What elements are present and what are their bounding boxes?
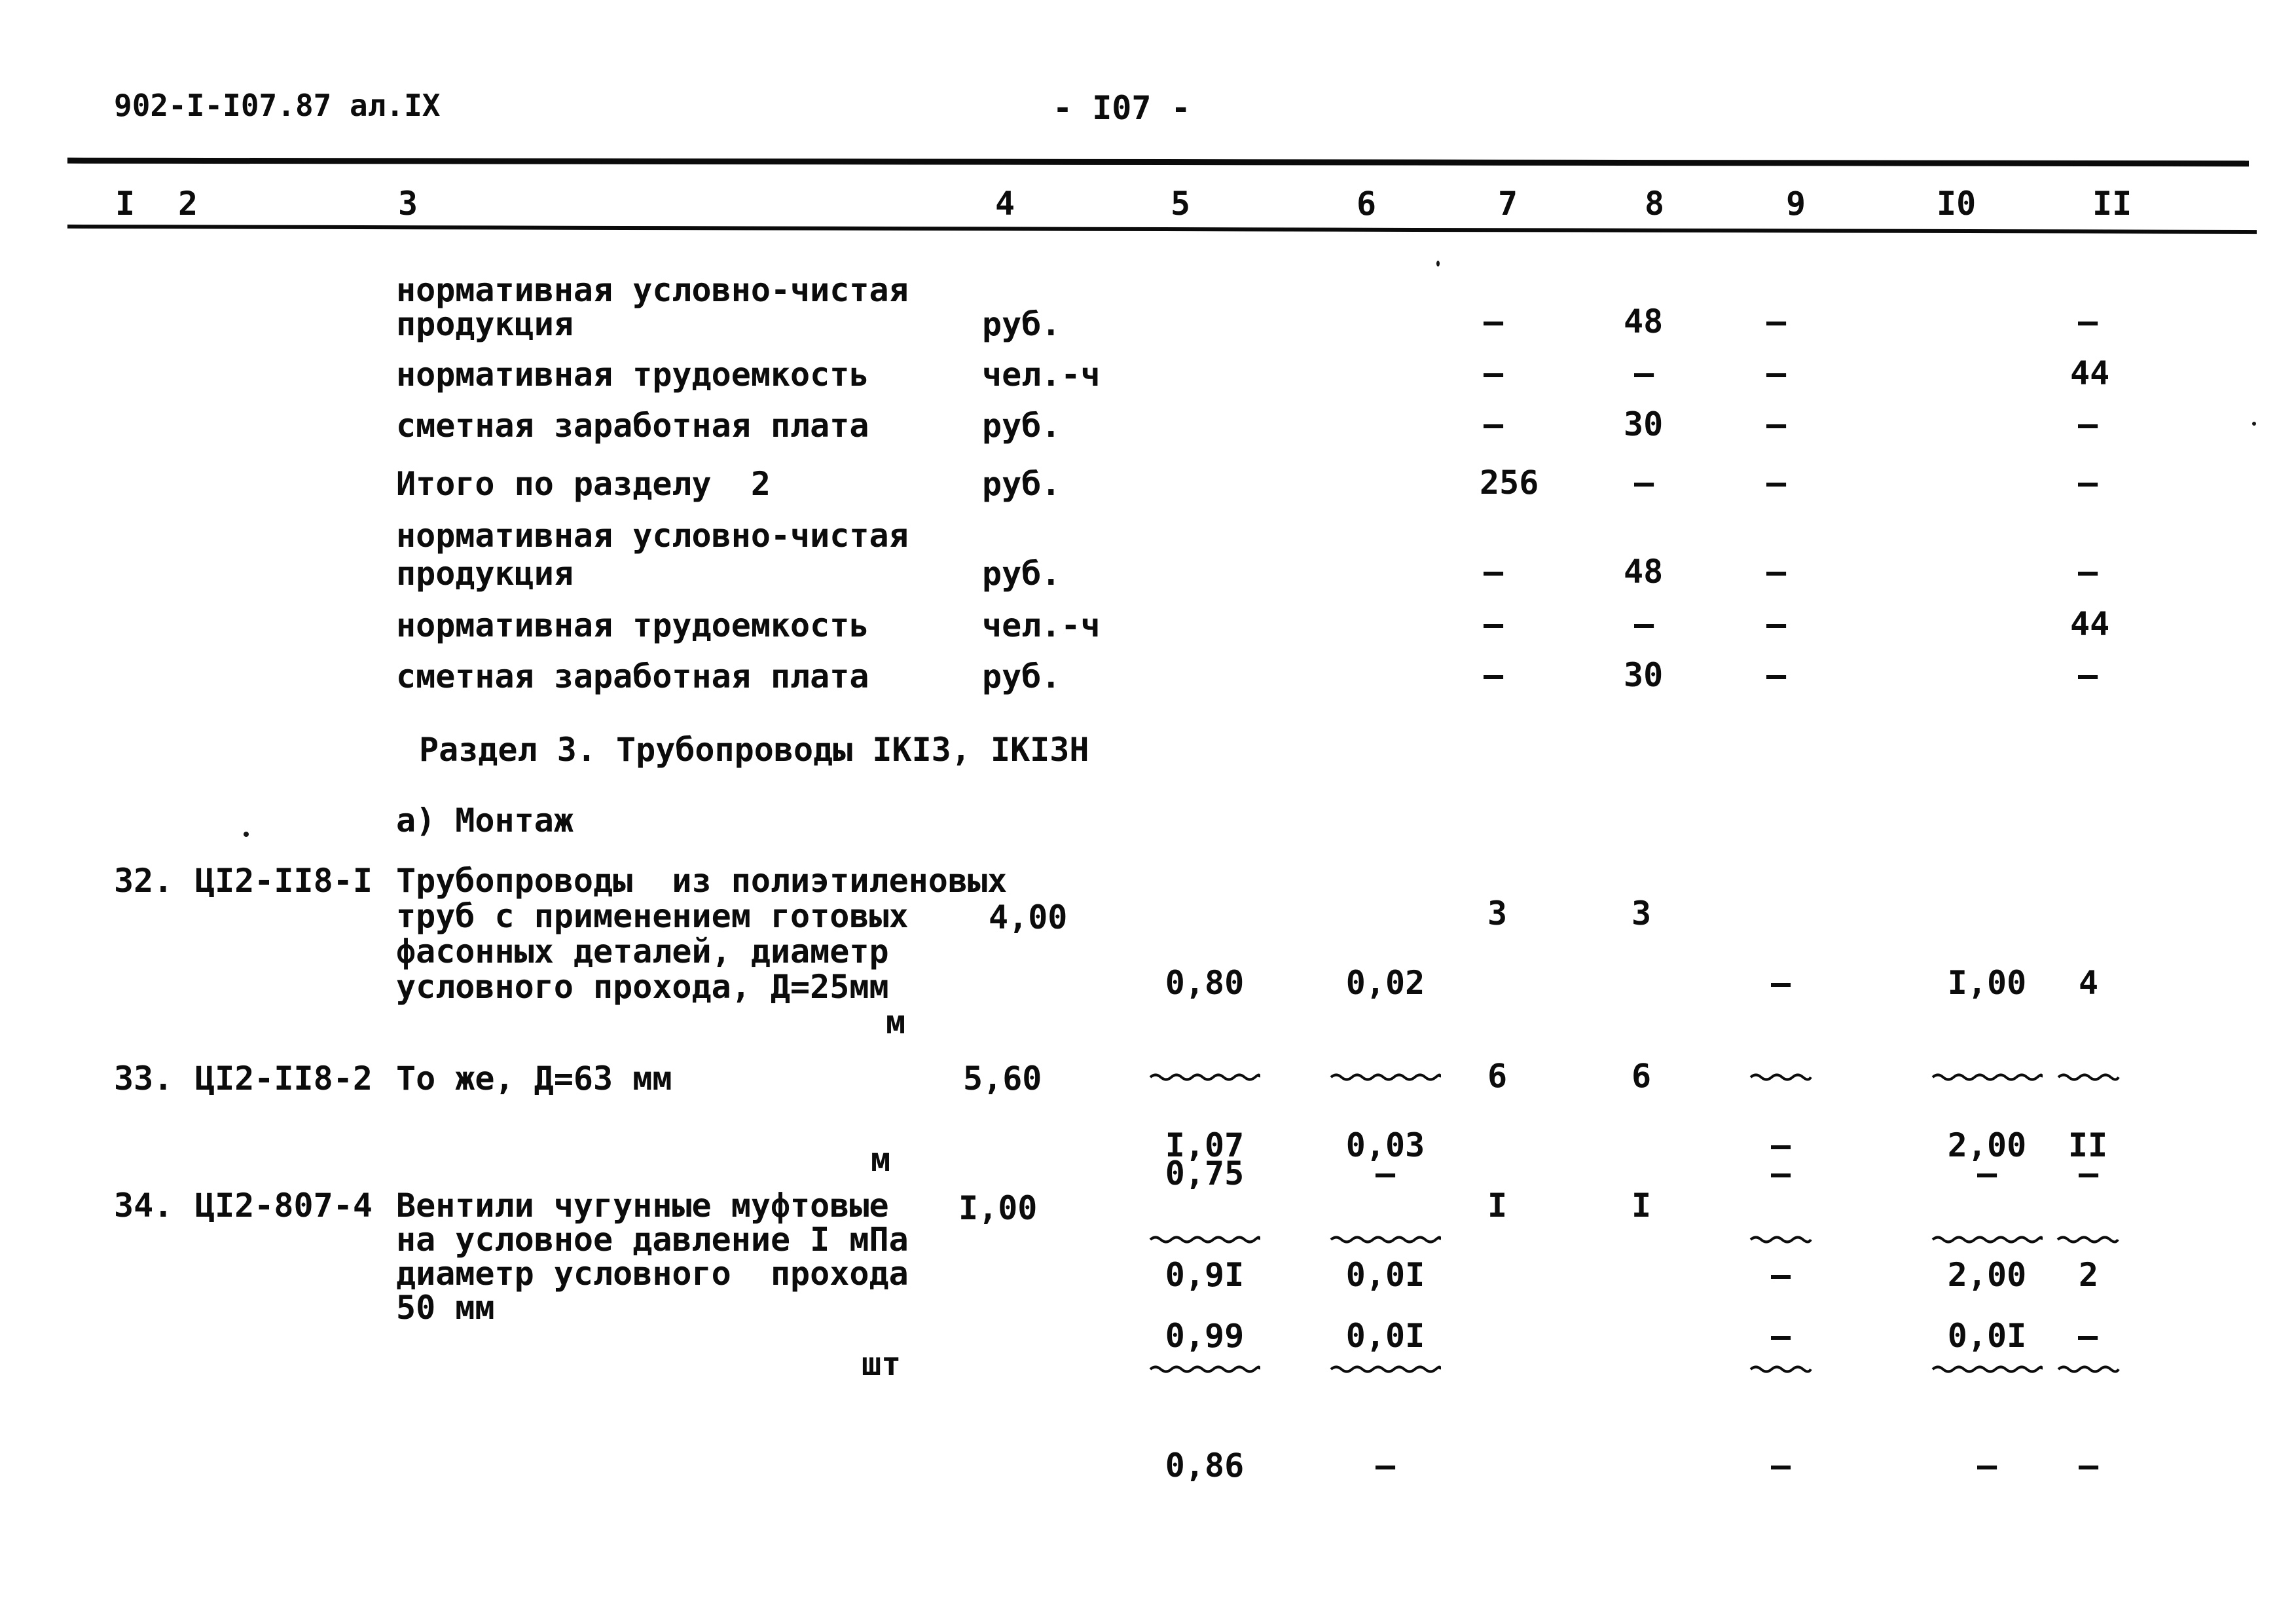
- wavy-underline: [1931, 1364, 2043, 1375]
- row-label: продукция: [396, 555, 574, 593]
- fraction-top: I,07: [1165, 1126, 1245, 1164]
- value-col8: –: [1634, 464, 1654, 502]
- col-header-10: I0: [1937, 185, 1977, 223]
- wavy-underline: [1749, 1364, 1812, 1375]
- fraction-bottom: 0,75: [1165, 1154, 1245, 1192]
- value-col11: –: [2078, 553, 2098, 591]
- item-qty-col4: 5,60: [963, 1060, 1042, 1098]
- item-desc-line: 50 мм: [396, 1289, 495, 1327]
- fraction-bottom: –: [1375, 1154, 1396, 1192]
- fraction-top: II: [2068, 1126, 2108, 1164]
- wavy-underline: [1149, 1364, 1260, 1375]
- value-col8: –: [1634, 354, 1654, 392]
- value-col11: –: [2078, 405, 2098, 443]
- section-heading: Раздел 3. Трубопроводы IКI3, IКI3Н: [419, 731, 1089, 769]
- col-header-1: I: [115, 185, 136, 223]
- wavy-underline: [2057, 1364, 2120, 1375]
- value-col8: –: [1634, 605, 1654, 643]
- fraction-bottom: –: [1770, 1154, 1791, 1192]
- value-col11: –: [2078, 464, 2098, 502]
- value-col7: I: [1487, 1187, 1508, 1225]
- page-number: - I07 -: [1053, 89, 1191, 127]
- col-header-4: 4: [995, 185, 1015, 223]
- unit-cell: руб.: [982, 305, 1061, 343]
- unit-cell: руб.: [982, 657, 1061, 695]
- fraction-cell-col11: [2056, 1187, 2121, 1554]
- fraction-top: 2,00: [1947, 1126, 2027, 1164]
- table-top-rule: [67, 158, 2249, 167]
- fraction-top: 0,02: [1345, 964, 1425, 1002]
- unit-cell: чел.-ч: [982, 606, 1101, 644]
- col-header-3: 3: [398, 185, 418, 223]
- fraction-top: 0,80: [1165, 964, 1245, 1002]
- value-col7: –: [1484, 405, 1504, 443]
- value-col9: –: [1766, 553, 1787, 591]
- scan-artifact-dot: [244, 832, 249, 837]
- item-number: 33.: [114, 1060, 173, 1098]
- value-col9: –: [1766, 405, 1787, 443]
- document-code: 902-I-I07.87 ал.IX: [114, 88, 441, 123]
- fraction-bottom: 0,86: [1165, 1447, 1245, 1485]
- fraction-cell-col9: [1748, 1187, 1813, 1554]
- value-col8: 6: [1631, 1057, 1652, 1095]
- row-label: сметная заработная плата: [396, 657, 869, 695]
- table-header-rule: [67, 225, 2257, 234]
- row-label: продукция: [396, 305, 574, 343]
- value-col7: –: [1484, 553, 1504, 591]
- item-qty-col4: I,00: [958, 1189, 1038, 1227]
- item-desc-line: на условное давление I мПа: [396, 1221, 909, 1259]
- fraction-top: 2: [2078, 1256, 2099, 1294]
- row-label: нормативная трудоемкость: [396, 356, 869, 394]
- wavy-underline: [1330, 1364, 1441, 1375]
- row-label: сметная заработная плата: [396, 407, 869, 445]
- row-label: нормативная условно-чистая: [396, 271, 909, 309]
- value-col11: 44: [2070, 354, 2110, 392]
- fraction-bottom: –: [1977, 1447, 1997, 1485]
- value-col9: –: [1766, 605, 1787, 643]
- item-unit: м: [871, 1141, 891, 1179]
- fraction-top: –: [1770, 1256, 1791, 1294]
- value-col7: 6: [1487, 1057, 1508, 1095]
- item-desc-line: То же, Д=63 мм: [396, 1060, 672, 1098]
- fraction-bottom: –: [2078, 1154, 2099, 1192]
- value-col8: 30: [1624, 656, 1664, 694]
- unit-cell: чел.-ч: [982, 356, 1101, 394]
- value-col7: –: [1484, 303, 1504, 341]
- item-number: 34.: [114, 1187, 173, 1225]
- value-col9: –: [1766, 656, 1787, 694]
- fraction-bottom: –: [1375, 1447, 1396, 1485]
- item-desc-line: труб с применением готовых: [396, 897, 909, 935]
- unit-cell: руб.: [982, 407, 1061, 445]
- row-label: нормативная трудоемкость: [396, 606, 869, 644]
- col-header-9: 9: [1786, 185, 1806, 223]
- value-col11: 44: [2070, 605, 2110, 643]
- fraction-bottom: –: [2077, 1317, 2098, 1355]
- fraction-bottom: –: [1770, 1317, 1791, 1355]
- scan-artifact-dot: [1436, 261, 1440, 267]
- row-label: нормативная условно-чистая: [396, 517, 909, 555]
- fraction-bottom: –: [1770, 1447, 1791, 1485]
- item-code: ЦI2-II8-2: [195, 1060, 373, 1098]
- col-header-11: II: [2092, 185, 2132, 223]
- item-desc-line: Вентили чугунные муфтовые: [396, 1187, 889, 1225]
- fraction-cell-col6: [1330, 1187, 1441, 1554]
- unit-cell: руб.: [982, 465, 1061, 503]
- fraction-top: I,00: [1947, 964, 2027, 1002]
- fraction-top: 4: [2078, 964, 2099, 1002]
- item-unit: шт: [862, 1345, 902, 1383]
- fraction-top: 0,03: [1345, 1126, 1425, 1164]
- item-desc-line: диаметр условного прохода: [396, 1255, 909, 1293]
- item-unit: м: [886, 1003, 906, 1041]
- item-code: ЦI2-II8-I: [195, 862, 373, 900]
- subsection-heading: а) Монтаж: [396, 802, 574, 840]
- fraction-cell-col5: [1149, 1187, 1260, 1554]
- unit-cell: руб.: [982, 555, 1061, 593]
- value-col7: –: [1484, 656, 1504, 694]
- fraction-bottom: –: [2078, 1447, 2099, 1485]
- value-col9: –: [1766, 354, 1787, 392]
- value-col8: 48: [1624, 303, 1664, 341]
- col-header-5: 5: [1171, 185, 1191, 223]
- value-col7: 3: [1487, 895, 1508, 932]
- value-col7: –: [1484, 605, 1504, 643]
- value-col8: I: [1631, 1187, 1652, 1225]
- value-col8: 48: [1624, 553, 1664, 591]
- value-col11: –: [2078, 656, 2098, 694]
- item-desc-line: Трубопроводы из полиэтиленовых: [396, 862, 1008, 900]
- fraction-top: –: [1770, 1126, 1791, 1164]
- fraction-cell-col10: [1931, 1187, 2043, 1554]
- fraction-top: 2,00: [1947, 1256, 2027, 1294]
- fraction-top: –: [1770, 964, 1791, 1002]
- value-col8: 30: [1624, 405, 1664, 443]
- value-col9: –: [1766, 464, 1787, 502]
- value-col7: 256: [1480, 464, 1539, 502]
- value-col9: –: [1766, 303, 1787, 341]
- fraction-top: 0,0I: [1345, 1256, 1425, 1294]
- col-header-2: 2: [178, 185, 198, 223]
- value-col7: –: [1484, 354, 1504, 392]
- col-header-6: 6: [1357, 185, 1377, 223]
- fraction-bottom: 0,0I: [1345, 1317, 1425, 1355]
- item-qty-col4: 4,00: [989, 898, 1068, 936]
- scan-artifact-dot: [2252, 422, 2256, 426]
- total-row-label: Итого по разделу 2: [396, 465, 771, 503]
- fraction-top: 0,9I: [1165, 1256, 1245, 1294]
- col-header-7: 7: [1498, 185, 1518, 223]
- fraction-bottom: 0,99: [1165, 1317, 1245, 1355]
- value-col8: 3: [1631, 895, 1652, 932]
- fraction-bottom: 0,0I: [1947, 1317, 2027, 1355]
- item-number: 32.: [114, 862, 173, 900]
- col-header-8: 8: [1645, 185, 1665, 223]
- item-code: ЦI2-807-4: [195, 1187, 373, 1225]
- item-desc-line: условного прохода, Д=25мм: [396, 968, 889, 1006]
- value-col11: –: [2078, 303, 2098, 341]
- fraction-bottom: –: [1977, 1154, 1997, 1192]
- item-desc-line: фасонных деталей, диаметр: [396, 932, 889, 970]
